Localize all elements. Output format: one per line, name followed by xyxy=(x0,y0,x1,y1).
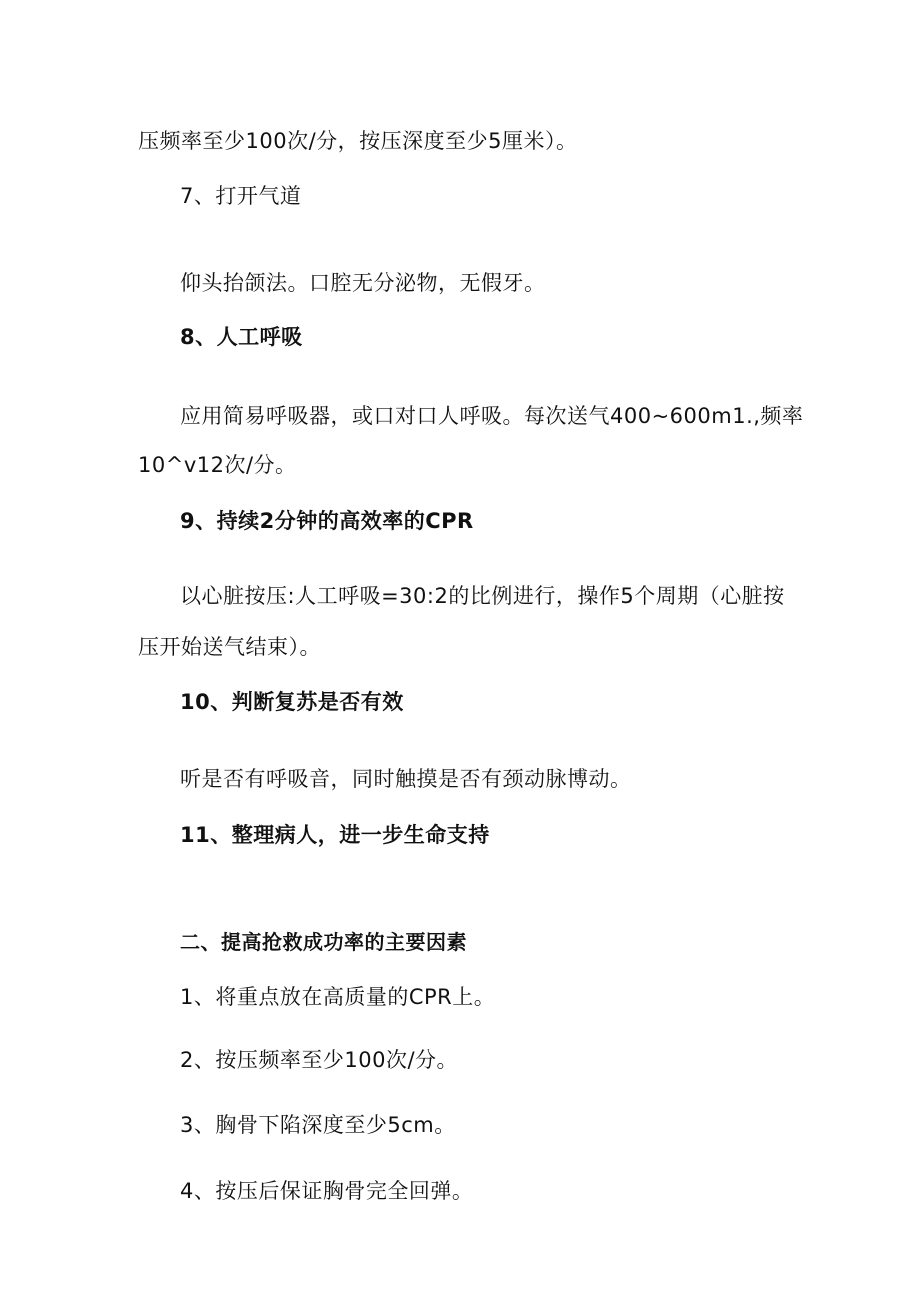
heading-step-10: 10、判断复苏是否有效 xyxy=(180,690,404,714)
paragraph-step-8-line-1: 应用简易呼吸器，或口对口人呼吸。每次送气400~600m1.,频率 xyxy=(180,404,804,428)
list-item: 2、按压频率至少100次/分。 xyxy=(180,1048,459,1072)
heading-step-8: 8、人工呼吸 xyxy=(180,325,303,349)
list-item: 1、将重点放在高质量的CPR上。 xyxy=(180,985,496,1009)
paragraph-step-8-line-2: 10^v12次/分。 xyxy=(138,453,297,477)
list-item: 3、胸骨下陷深度至少5cm。 xyxy=(180,1113,456,1137)
paragraph-step-9-line-1: 以心脏按压:人工呼吸=30:2的比例进行，操作5个周期（心脏按 xyxy=(180,584,785,608)
paragraph-continued: 压频率至少100次/分，按压深度至少5厘米）。 xyxy=(138,129,578,153)
heading-step-11: 11、整理病人，进一步生命支持 xyxy=(180,823,490,847)
heading-step-7: 7、打开气道 xyxy=(180,184,302,208)
paragraph-step-9-line-2: 压开始送气结束）。 xyxy=(138,635,321,659)
paragraph-step-7: 仰头抬颌法。口腔无分泌物，无假牙。 xyxy=(180,271,546,295)
section-title-2: 二、提高抢救成功率的主要因素 xyxy=(180,930,467,954)
heading-step-9: 9、持续2分钟的高效率的CPR xyxy=(180,509,474,533)
list-item: 4、按压后保证胸骨完全回弹。 xyxy=(180,1179,474,1203)
paragraph-step-10: 听是否有呼吸音，同时触摸是否有颈动脉博动。 xyxy=(180,767,632,791)
